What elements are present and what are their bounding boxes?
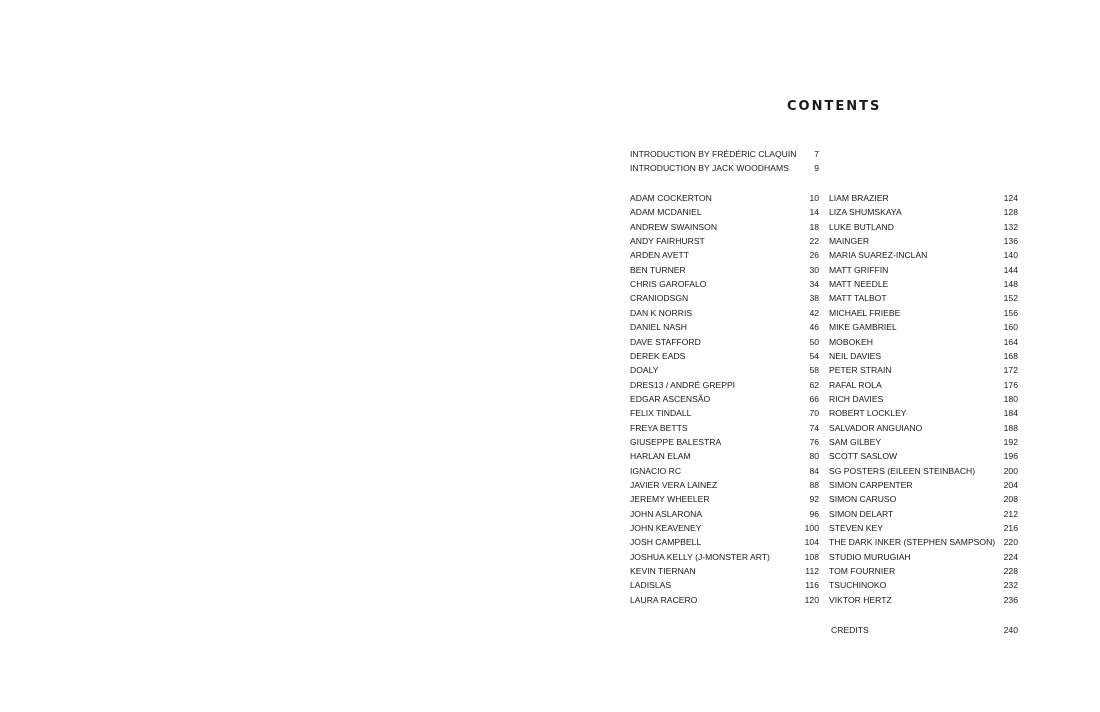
toc-entry: [829, 578, 1018, 592]
toc-entry: [829, 205, 1018, 219]
entry-page-number: 100: [804, 523, 819, 534]
toc-entry: [630, 378, 819, 392]
toc-introduction-entry: [630, 161, 819, 175]
entry-page-number: 196: [1003, 451, 1018, 462]
entry-page-number: 192: [1003, 436, 1018, 447]
entry-page-number: 132: [1003, 221, 1018, 232]
toc-entry: [829, 392, 1018, 406]
toc-entry: [630, 349, 819, 363]
entry-page-number: 108: [804, 551, 819, 562]
entry-page-number: 74: [809, 422, 819, 433]
entry-name: LADISLAS: [630, 580, 672, 591]
entry-name: INTRODUCTION BY FRÉDÉRIC CLAQUIN: [630, 149, 797, 159]
toc-entry: [630, 492, 819, 506]
toc-entry: [630, 392, 819, 406]
toc-entry: [630, 564, 819, 578]
toc-entry: [630, 521, 819, 535]
entry-name: JAVIER VERA LAINEZ: [630, 480, 718, 490]
toc-entry: [630, 291, 819, 305]
toc-entry: [630, 205, 819, 219]
entry-name: CHRIS GAROFALO: [630, 279, 707, 290]
entry-page-number: 200: [1003, 465, 1018, 476]
entry-page-number: 188: [1003, 422, 1018, 433]
toc-entry: [829, 320, 1018, 334]
entry-page-number: 26: [809, 250, 819, 261]
entry-name: MOBOKEH: [829, 336, 873, 347]
entry-page-number: 84: [809, 465, 819, 476]
entry-page-number: 54: [809, 350, 819, 361]
entry-page-number: 240: [1003, 625, 1018, 635]
toc-entry: [829, 535, 1018, 549]
entry-page-number: 96: [809, 508, 819, 519]
entry-page-number: 128: [1003, 207, 1018, 218]
entry-name: CREDITS: [831, 625, 869, 635]
entry-name: ARDEN AVETT: [630, 250, 690, 261]
toc-introduction-entry: [630, 147, 819, 161]
entry-name: DRES13 / ANDRÉ GREPPI: [630, 379, 736, 390]
entry-name: EDGAR ASCENSÃO: [630, 393, 711, 404]
toc-entry: [829, 349, 1018, 363]
toc-entry: [829, 306, 1018, 320]
entry-page-number: 152: [1003, 293, 1018, 304]
toc-entry: [630, 306, 819, 320]
entry-name: HARLAN ELAM: [630, 451, 691, 462]
entry-page-number: 42: [809, 307, 819, 318]
entry-page-number: 18: [809, 221, 819, 232]
entry-name: GIUSEPPE BALESTRA: [630, 436, 722, 447]
toc-entry: [829, 449, 1018, 463]
entry-name: DEREK EADS: [630, 350, 686, 361]
entry-page-number: 38: [809, 293, 819, 304]
entry-page-number: 232: [1003, 580, 1018, 591]
toc-entry: [630, 363, 819, 377]
entry-page-number: 34: [809, 279, 819, 290]
entry-name: LIZA SHUMSKAYA: [829, 207, 902, 218]
toc-entry: [630, 277, 819, 291]
entry-name: MICHAEL FRIEBE: [829, 307, 901, 318]
entry-name: DAN K NORRIS: [630, 307, 693, 318]
entry-page-number: 204: [1003, 480, 1018, 490]
entry-name: STUDIO MURUGIAH: [829, 551, 911, 562]
toc-entry: [829, 277, 1018, 291]
toc-entry: [829, 378, 1018, 392]
entry-name: STEVEN KEY: [829, 523, 883, 534]
entry-name: JOSH CAMPBELL: [630, 537, 702, 548]
entry-name: LUKE BUTLAND: [829, 221, 894, 232]
entry-page-number: 62: [809, 379, 819, 390]
entry-name: RAFAL ROLA: [829, 379, 882, 390]
entry-page-number: 124: [1003, 193, 1018, 203]
entry-name: JOSHUA KELLY (J-MONSTER ART): [630, 551, 770, 562]
entry-name: IGNACIO RC: [630, 465, 682, 476]
entry-name: MATT TALBOT: [829, 293, 887, 304]
entry-page-number: 14: [809, 207, 819, 218]
toc-entry: [829, 220, 1018, 234]
entry-name: FELIX TINDALL: [630, 408, 692, 419]
entry-page-number: 50: [809, 336, 819, 347]
entry-name: MAINGER: [829, 236, 870, 247]
entry-name: INTRODUCTION BY JACK WOODHAMS: [630, 163, 789, 174]
entry-page-number: 144: [1003, 264, 1018, 275]
entry-page-number: 10: [809, 193, 819, 203]
toc-entry: [829, 406, 1018, 420]
entry-name: RICH DAVIES: [829, 393, 884, 404]
entry-name: DOALY: [630, 365, 659, 376]
entry-name: SAM GILBEY: [829, 436, 882, 447]
entry-page-number: 104: [804, 537, 819, 548]
entry-name: SALVADOR ANGUIANO: [829, 422, 923, 433]
toc-entry: [829, 507, 1018, 521]
entry-page-number: 22: [809, 236, 819, 247]
entry-page-number: 80: [809, 451, 819, 462]
entry-name: JEREMY WHEELER: [630, 494, 710, 505]
toc-entry: [829, 234, 1018, 248]
toc-credits-entry: [831, 623, 1018, 637]
entry-page-number: 168: [1003, 350, 1018, 361]
toc-entry: [829, 478, 1018, 492]
toc-entry: [829, 564, 1018, 578]
toc-entry: [829, 464, 1018, 478]
entry-page-number: 212: [1003, 508, 1018, 519]
entry-page-number: 216: [1003, 523, 1018, 534]
toc-entry: [630, 550, 819, 564]
toc-entry: [630, 478, 819, 492]
entry-page-number: 148: [1003, 279, 1018, 290]
toc-entry: [630, 406, 819, 420]
toc-entry: [630, 234, 819, 248]
entry-page-number: 112: [805, 566, 819, 577]
entry-page-number: 184: [1003, 408, 1018, 419]
entry-page-number: 116: [805, 580, 819, 591]
entry-page-number: 120: [804, 594, 819, 605]
entry-page-number: 220: [1003, 537, 1018, 548]
entry-name: SG POSTERS (EILEEN STEINBACH): [829, 465, 976, 476]
entry-page-number: 140: [1003, 250, 1018, 261]
entry-page-number: 46: [809, 322, 819, 333]
entry-page-number: 208: [1003, 494, 1018, 505]
entry-name: MIKE GAMBRIEL: [829, 322, 897, 333]
toc-entry: [630, 191, 819, 205]
entry-page-number: 92: [809, 494, 819, 505]
entry-name: MATT GRIFFIN: [829, 264, 889, 275]
entry-name: TSUCHINOKO: [829, 580, 887, 591]
toc-entry: [630, 593, 819, 607]
entry-name: ADAM MCDANIEL: [630, 207, 702, 218]
entry-name: SCOTT SASLOW: [829, 451, 898, 462]
entry-name: TOM FOURNIER: [829, 566, 896, 577]
entry-page-number: 58: [809, 365, 819, 376]
entry-page-number: 7: [814, 149, 819, 159]
entry-page-number: 160: [1003, 322, 1018, 333]
entry-name: KEVIN TIERNAN: [630, 566, 696, 577]
entry-name: FREYA BETTS: [630, 422, 688, 433]
toc-entry: [829, 363, 1018, 377]
entry-name: THE DARK INKER (STEPHEN SAMPSON): [829, 537, 996, 548]
entry-name: PETER STRAIN: [829, 365, 892, 376]
entry-name: ANDREW SWAINSON: [630, 221, 718, 232]
entry-name: MATT NEEDLE: [829, 279, 889, 290]
entry-name: JOHN KEAVENEY: [630, 523, 702, 534]
toc-entry: [630, 320, 819, 334]
toc-entry: [829, 521, 1018, 535]
entry-name: NEIL DAVIES: [829, 350, 882, 361]
entry-name: ROBERT LOCKLEY: [829, 408, 907, 419]
entry-page-number: 30: [809, 264, 819, 275]
entry-name: SIMON DELART: [829, 508, 894, 519]
entry-name: SIMON CARPENTER: [829, 480, 913, 490]
entry-page-number: 76: [809, 436, 819, 447]
entry-page-number: 66: [809, 393, 819, 404]
entry-page-number: 70: [809, 408, 819, 419]
entry-name: DAVE STAFFORD: [630, 336, 701, 347]
toc-entry: [829, 550, 1018, 564]
entry-page-number: 176: [1003, 379, 1018, 390]
entry-name: MARIA SUAREZ-INCLAN: [829, 250, 928, 261]
entry-name: DANIEL NASH: [630, 322, 687, 333]
toc-entry: [630, 449, 819, 463]
toc-entry: [630, 335, 819, 349]
toc-entry: [630, 220, 819, 234]
entry-page-number: 228: [1003, 566, 1018, 577]
entry-page-number: 136: [1003, 236, 1018, 247]
entry-name: VIKTOR HERTZ: [829, 594, 892, 605]
entry-name: BEN TURNER: [630, 264, 686, 275]
entry-name: SIMON CARUSO: [829, 494, 897, 505]
toc-entry: [829, 421, 1018, 435]
entry-page-number: 164: [1003, 336, 1018, 347]
toc-entry: [829, 263, 1018, 277]
toc-entry: [630, 435, 819, 449]
entry-name: JOHN ASLARONA: [630, 508, 703, 519]
toc-entry: [630, 507, 819, 521]
toc-entry: [630, 421, 819, 435]
toc-entry: [829, 191, 1018, 205]
toc-entry: [630, 578, 819, 592]
entry-page-number: 236: [1003, 594, 1018, 605]
entry-page-number: 172: [1003, 365, 1018, 376]
entry-name: CRANIODSGN: [630, 293, 689, 304]
toc-entry: [829, 248, 1018, 262]
entry-name: LAURA RACERO: [630, 594, 698, 605]
toc-entry: [630, 535, 819, 549]
page-title: CONTENTS: [787, 99, 882, 114]
entry-name: ADAM COCKERTON: [630, 193, 712, 203]
entry-page-number: 180: [1003, 393, 1018, 404]
toc-entry: [630, 263, 819, 277]
toc-entry: [630, 464, 819, 478]
entry-page-number: 156: [1003, 307, 1018, 318]
entry-page-number: 88: [809, 480, 819, 490]
entry-page-number: 224: [1003, 551, 1018, 562]
toc-entry: [630, 248, 819, 262]
toc-entry: [829, 593, 1018, 607]
entry-name: ANDY FAIRHURST: [630, 236, 705, 247]
toc-entry: [829, 335, 1018, 349]
toc-entry: [829, 492, 1018, 506]
toc-entry: [829, 435, 1018, 449]
entry-page-number: 9: [814, 163, 819, 174]
toc-entry: [829, 291, 1018, 305]
entry-name: LIAM BRAZIER: [829, 193, 889, 203]
